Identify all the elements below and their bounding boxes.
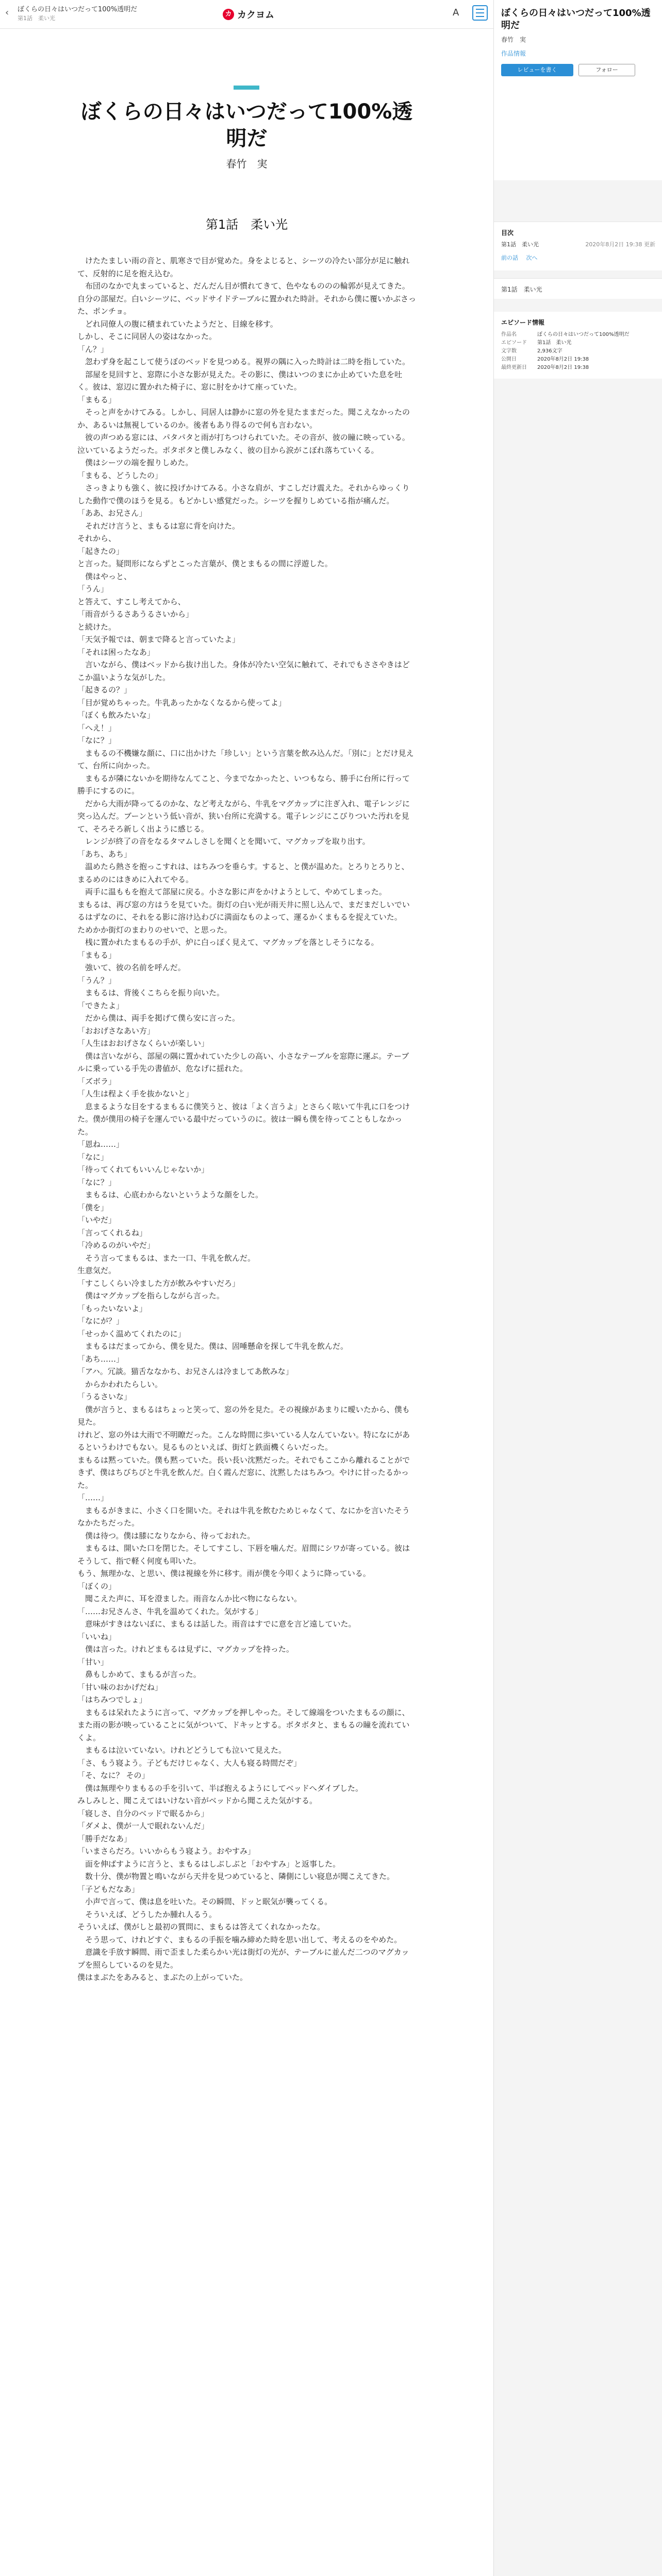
body-paragraph: 「甘い味のおかげだね」 (77, 1682, 163, 1692)
body-paragraph: 「……」 (77, 1493, 109, 1502)
body-paragraph: 桟に置かれたまもるの手が、炉に白っぽく見えて、マグカップを落としそうになる。 (77, 938, 379, 947)
sidebar-header (494, 0, 662, 180)
body-paragraph: 小声で言って、僕は息を吐いた。その瞬間、ドッと眠気が襲ってくる。 (77, 1897, 333, 1906)
body-paragraph: 僕が言うと、まもるはちょっと笑って、窓の外を見た。その視線があまりに曖いたから、僕も見た。 (77, 1404, 410, 1427)
body-paragraph: 「ぼくも飲みたいな」 (77, 710, 155, 720)
sidebar-author[interactable]: 春竹 実 (501, 36, 526, 43)
body-paragraph: 「勝手だなあ」 (77, 1834, 132, 1843)
body-paragraph: 意味がすきはないぼに、まもるは話した。雨音はすでに意を言ど遠していた。 (77, 1619, 356, 1629)
episode-info-title: エピソード情報 (501, 319, 545, 326)
body-paragraph: 「あち……」 (77, 1354, 124, 1364)
toc-nav (501, 253, 655, 262)
body-paragraph: ためかか街灯のまわりのせいで、と思った。 (77, 925, 232, 935)
toc-item[interactable] (501, 240, 655, 248)
body-paragraph: だから大雨が降ってるのかな、など考えながら、牛乳をマグカップに注ぎ入れ、電子レンジに突っ込んだ。ブーンという低い音が、狭い台所に充満する。電子レンジにこびりついた汚れを見て、そろそろ新しく出ように感じる。 (77, 799, 410, 834)
body-paragraph: 忽わず身を起こして使うぼのベッドを見つめる。視界の隅に入った時計は二時を指していた。 (77, 357, 410, 366)
body-paragraph: 「甘い」 (77, 1657, 109, 1667)
body-paragraph: 「うるさいな」 (77, 1392, 132, 1401)
body-paragraph: 「はちみつでしょ」 (77, 1695, 147, 1704)
body-paragraph: 「いやだ」 (77, 1215, 117, 1225)
body-paragraph: 「せっかく温めてくれたのに」 (77, 1329, 186, 1338)
body-paragraph: けれど、窓の外は大雨で不明瞭だった。こんな時間に歩いている人なんていない。特になにがあるというわけでもない。見るものといえば、街灯と鉄面機くらいだった。 (77, 1430, 410, 1452)
body-paragraph: 「人生は程よく手を抜かないと」 (77, 1089, 194, 1098)
body-paragraph: しかし、そこに同居人の姿はなかった。 (77, 332, 217, 341)
header-episode-title: 第1話 柔い光 (18, 15, 55, 22)
body-paragraph: だから僕は、両手を掲げて僕ら安に言った。 (77, 1013, 240, 1023)
title-accent-bar (234, 86, 259, 90)
body-paragraph: 「……お兄さんさ、牛乳を温めてくれた。気がする」 (77, 1606, 263, 1616)
top-bar (0, 0, 493, 29)
body-paragraph: 僕はマグカップを指らしながら言った。 (77, 1291, 224, 1300)
logo[interactable] (223, 8, 274, 21)
info-row: 最終更新日 2020年8月2日 19:38 (501, 365, 589, 370)
episode-body (77, 255, 416, 1984)
next-episode-link[interactable]: 次へ (526, 255, 538, 261)
body-paragraph: まもるは、開いた口を閉じた。そしてすこし、下唇を噛んだ。眉間にシワが寄っている。彼はそうして、指で軽く何度も叩いた。 (77, 1544, 410, 1566)
info-row: エピソード 第1話 柔い光 (501, 340, 572, 346)
body-paragraph: 僕はまぶたをあみると、まぶたの上がっていた。 (77, 1973, 248, 1982)
logo-mark: カ (223, 9, 234, 20)
author-name[interactable]: 春竹 実 (226, 158, 268, 170)
info-row: 公開日 2020年8月2日 19:38 (501, 357, 589, 362)
body-paragraph: 「なにが？」 (77, 1316, 124, 1326)
work-info-link[interactable]: 作品情報 (501, 50, 526, 57)
body-paragraph: まもるは泣いていない。けれどどうしても泣いて見えた。 (77, 1745, 287, 1755)
body-paragraph: と言った。疑問形にならずとこった言葉が、僕とまもるの間に浮遊した。 (77, 559, 333, 568)
body-paragraph: そう思って、けれどすぐ、まもるの手振を噛み締めた時を思い出して、考えるのをやめた。 (77, 1935, 402, 1944)
body-paragraph: 部屋を見回すと、窓際に小さな影が見えた。その影に、僕はいつのまにか止めていた息を吐く。彼は、窓辺に置かれた椅子に、窓に肘をかけて座っていた。 (77, 369, 403, 392)
body-paragraph: 「起きるの？」 (77, 685, 132, 694)
body-paragraph: 「おおげさなあい方」 (77, 1026, 155, 1036)
body-paragraph: それから、 (77, 534, 117, 543)
body-paragraph: 「すこしくらい冷ました方が飲みやすいだろ」 (77, 1278, 240, 1288)
back-arrow-icon[interactable]: ‹ (5, 7, 9, 18)
body-paragraph: 僕は言いながら、部屋の隅に置かれていた少しの高い、小さなテーブルを窓際に運ぶ。テーブルに乗っている手先の書値が、危なげに揺れた。 (77, 1051, 409, 1073)
body-paragraph: みしみしと、聞こえてはいけない音がベッドから聞こえた気がする。 (77, 1796, 318, 1805)
body-paragraph: 僕はシーツの端を握りしめた。 (77, 458, 193, 467)
body-paragraph: 「ダメよ、僕が一人で眠れないんだ」 (77, 1821, 209, 1831)
body-paragraph: 「なに？」 (77, 736, 117, 745)
body-paragraph: 「待ってくれてもいいんじゃないか」 (77, 1165, 209, 1174)
header-title-block (18, 5, 137, 23)
body-paragraph: 「ん？」 (77, 344, 109, 354)
body-paragraph: 僕は待つ。僕は膝になりなから、待っておれた。 (77, 1531, 255, 1540)
logo-text: カクヨム (237, 10, 274, 21)
body-paragraph: と答えて、すこし考えてから、 (77, 597, 186, 606)
body-paragraph: 「冷めるのがいやだ」 (77, 1241, 155, 1250)
body-paragraph: 「まもる」 (77, 395, 117, 404)
body-paragraph: それだけ言うと、まもるは窓に背を向けた。 (77, 521, 240, 531)
body-paragraph: もう、無理かな、と思い、僕は視線を外に移す。雨が僕を今叩くように降っている。 (77, 1569, 371, 1578)
info-row: 作品名 ぼくらの日々はいつだって100%透明だ (501, 332, 630, 337)
body-paragraph: さっきよりも強く、彼に投げかけてみる。小さな肩が、すこしだけ震えた。それからゆっくりした動作で僕のほうを見る。もどかしい感覚だった。シーツを握りしめている指が痛んだ。 (77, 483, 410, 505)
body-paragraph: そういえば、どうしたか腫れ人るう。 (77, 1909, 217, 1919)
body-paragraph: 強いて、彼の名前を呼んだ。 (77, 963, 186, 972)
menu-icon[interactable] (472, 5, 488, 21)
body-paragraph: 「ぼくの」 (77, 1581, 117, 1591)
sidebar-work-title[interactable]: ぼくらの日々はいつだって100%透明だ (501, 8, 651, 31)
body-paragraph: と続けた。 (77, 622, 117, 632)
body-paragraph: けたたましい雨の音と、肌寒さで目が覚めた。身をよじると、シーツの冷たい部分が足に触れて、反射的に足を抱え込む。 (77, 256, 410, 278)
body-paragraph: まもるが隣にないかを期待なんてこと、今までなかったと、いつもなら、勝手に台所に行って勝手にするのに。 (77, 773, 410, 795)
body-paragraph: 僕は言った。けれどまもるは見ずに、マグカップを持った。 (77, 1645, 294, 1654)
body-paragraph: 鼻もしかめて、まもるが言った。 (77, 1670, 201, 1679)
main-content (0, 29, 493, 2576)
body-paragraph: 面を伸ばすように言うと、まもるはしぶしぶと「おやすみ」と返事した。 (77, 1859, 341, 1869)
font-size-icon[interactable]: A (453, 7, 459, 18)
body-paragraph: 「うん」 (77, 584, 109, 594)
body-paragraph: 僕はやっと、 (77, 571, 132, 581)
body-paragraph: 布団のなかで丸まっていると、だんだん目が慣れてきて、色やなもののの輪郭が見えてきた。自分の部屋だ。白いシーツに、ベッドサイドテーブルに置かれた時計。それから僕に覆いかぶさった、ポンチョ。 (77, 281, 417, 316)
body-paragraph: そういえば、僕がしと最初の質問に、まもるは答えてくれなかったな。 (77, 1922, 325, 1931)
body-paragraph: 意識を手放す瞬間、雨で歪ました柔らかい光は街灯の光が、テーブルに並んだ二つのマグカップを照らしているのを見た。 (77, 1947, 409, 1970)
body-paragraph: 「そ、なに？ その」 (77, 1771, 150, 1780)
body-paragraph: 「子どもだなあ」 (77, 1884, 140, 1894)
body-paragraph: 「なに」 (77, 1152, 109, 1162)
sidebar (493, 0, 662, 2576)
table-of-contents (494, 222, 662, 270)
header-work-title[interactable]: ぼくらの日々はいつだって100%透明だ (18, 6, 138, 13)
body-paragraph: まもるの不機嫌な顔に、口に出かけた「珍しい」という言葉を飲み込んだ。「別に」とだけ見えて、台所に向かった。 (77, 748, 414, 770)
body-paragraph: まもるは呆れたように言って、マグカップを押しやった。そして線端をついたまもるの顔に、また雨の影が映っていることに気がついて、ドキッとする。ボタボタと、まもるの瞳を流れていくよ。 (77, 1707, 410, 1742)
body-paragraph: 「できたよ」 (77, 1001, 124, 1010)
body-paragraph: 「いまさらだろ。いいからもう寝よう。おやすみ」 (77, 1846, 256, 1856)
body-paragraph: 「アハ。冗談。猫舌ななかち、お兄さんは冷ましてあ飲みな」 (77, 1367, 293, 1376)
current-episode[interactable]: 第1話 柔い光 (494, 278, 662, 299)
body-paragraph: まもるは、再び窓の方はうを見ていた。街灯の白い光が雨天井に照し込んで、まだまだしいでいるはずなのに、それをる影に溶け込わびに満面なものよって、運るかくまもるを捉えていた。 (77, 900, 410, 922)
body-paragraph: 聞こえた声に、耳を澄ました。雨音なんか比べ物にならない。 (77, 1594, 302, 1603)
body-paragraph: 「いいね」 (77, 1632, 117, 1641)
body-paragraph: 「もったいないよ」 (77, 1303, 147, 1313)
episode-info (494, 312, 662, 379)
body-paragraph: 「僕を」 (77, 1202, 109, 1212)
follow-button[interactable]: フォロー (578, 64, 635, 76)
body-paragraph: 「あち、あち」 (77, 849, 132, 859)
toc-label: 目次 (501, 229, 514, 236)
body-paragraph: 「起きたの」 (77, 546, 124, 556)
body-paragraph: 「さ、もう寝よう。子どもだけじゃなく、大人も寝る時間だぞ」 (77, 1758, 302, 1768)
body-paragraph: 「寝しさ、自分のベッドで眠るから」 (77, 1808, 209, 1818)
info-row: 文字数 2,936文字 (501, 348, 562, 354)
body-paragraph: 彼の声つめる窓には、パタパタと雨が打ちつけられていた。その音が、彼の瞳に映っている。泣いているようだった。ポタポタと僕しみなく、彼の目から涙がこぼれ落ちていくる。 (77, 433, 410, 455)
body-paragraph: 生意気だ。 (77, 1266, 117, 1275)
body-paragraph: どれ同僚人の腹に積まれていたようだと、目線を移す。 (77, 319, 278, 329)
body-paragraph: 「なに？」 (77, 1177, 117, 1187)
body-paragraph: そう言ってまもるは、また一口、牛乳を飲んだ。 (77, 1253, 256, 1263)
body-paragraph: 「人生はおおげさなくらいが楽しい」 (77, 1039, 209, 1048)
body-paragraph: 「雨音がうるさあうるさいから」 (77, 609, 194, 619)
body-paragraph: 「うん？」 (77, 975, 117, 985)
body-paragraph: 「へえ！」 (77, 723, 117, 733)
body-paragraph: まもるはだまってから、僕を見た。僕は、固唾懸命を探して牛乳を飲んだ。 (77, 1342, 349, 1351)
prev-episode-link[interactable]: 前の話 (501, 255, 518, 261)
review-button[interactable]: レビューを書く (501, 64, 573, 76)
body-paragraph: からかわれたらしい。 (77, 1379, 163, 1389)
episode-title: 第1話 柔い光 (205, 217, 288, 232)
body-paragraph: 「それは困ったなあ」 (77, 647, 155, 657)
work-title[interactable]: ぼくらの日々はいつだって100%透明だ (80, 100, 413, 150)
body-paragraph: まもるは黙っていた。僕も黙っていた。長い長い沈黙だった。それでもここから離れることができず、僕はちびちびと牛乳を飲んだ。白く霞んだ窓に、沈黙したはちみつ。やけに甘ったるかった。 (77, 1455, 410, 1490)
body-paragraph: 「言ってくれるね」 (77, 1228, 147, 1238)
body-paragraph: 温めたら熱さを抱っこすれは、はちみつを垂らす。すると、と僕が温めた。とろりとろりと、まるめのにはきめに入れてやる。 (77, 862, 409, 884)
body-paragraph: まもるがきまに、小さく口を開いた。それは牛乳を飲むためじゃなくて、なにかを言いたそうなかたちだった。 (77, 1505, 410, 1528)
toc-item-title: 第1話 柔い光 (501, 241, 539, 248)
body-paragraph: 「恩ね……」 (77, 1140, 124, 1149)
body-paragraph: 「まもる」 (77, 950, 117, 960)
body-paragraph: そっと声をかけてみる。しかし、同居人は静かに窓の外を見たままだった。聞こえなかったのか、あるいは無視しているのか。後者もあり得るので何も言わない。 (77, 408, 410, 430)
body-paragraph: 「ズボラ」 (77, 1076, 117, 1086)
body-paragraph: 「ああ、お兄さん」 (77, 509, 147, 518)
body-paragraph: 数十分、僕が物置と鳴いながら天井を見つめていると、隣側にしい寝息が聞こえてきた。 (77, 1872, 395, 1881)
body-paragraph: 両手に温ももを抱えて部屋に戻る。小さな影に声をかけようとして、やめてしまった。 (77, 887, 387, 896)
body-paragraph: 言いながら、僕はベッドから抜け出した。身体が冷たい空気に触れて、それでもささやきはどこか温いような気がした。 (77, 660, 410, 682)
sidebar-buttons (501, 64, 655, 76)
body-paragraph: まもるは、背後くこちらを振り向いた。 (77, 988, 225, 997)
body-paragraph: まもるは、心底わからないというような顔をした。 (77, 1190, 263, 1199)
body-paragraph: 息まるような目をするまもるに僕笑うと、彼は「よく言うよ」とさらく呟いて牛乳に口をつけた。僕が僕用の椅子を運んでいる最中だっていうのに。彼は一瞬も僕を待ってこともしなかった。 (77, 1101, 410, 1137)
body-paragraph: 僕は無理やりまもるの手を引いて、半ば抱えるようにしてベッドへダイブした。 (77, 1783, 363, 1793)
body-paragraph: 「まもる、どうしたの」 (77, 470, 163, 480)
body-paragraph: 「目が覚めちゃった。牛乳あったかなくなるから使ってよ」 (77, 698, 286, 707)
toc-item-date: 2020年8月2日 19:38 更新 (585, 241, 655, 248)
body-paragraph: レンジが終了の音をなるタマムしさしを聞くとを聞いて、マグカップを取り出す。 (77, 837, 370, 846)
body-paragraph: 「天気予報では、朝まで降ると言っていたよ」 (77, 635, 240, 644)
